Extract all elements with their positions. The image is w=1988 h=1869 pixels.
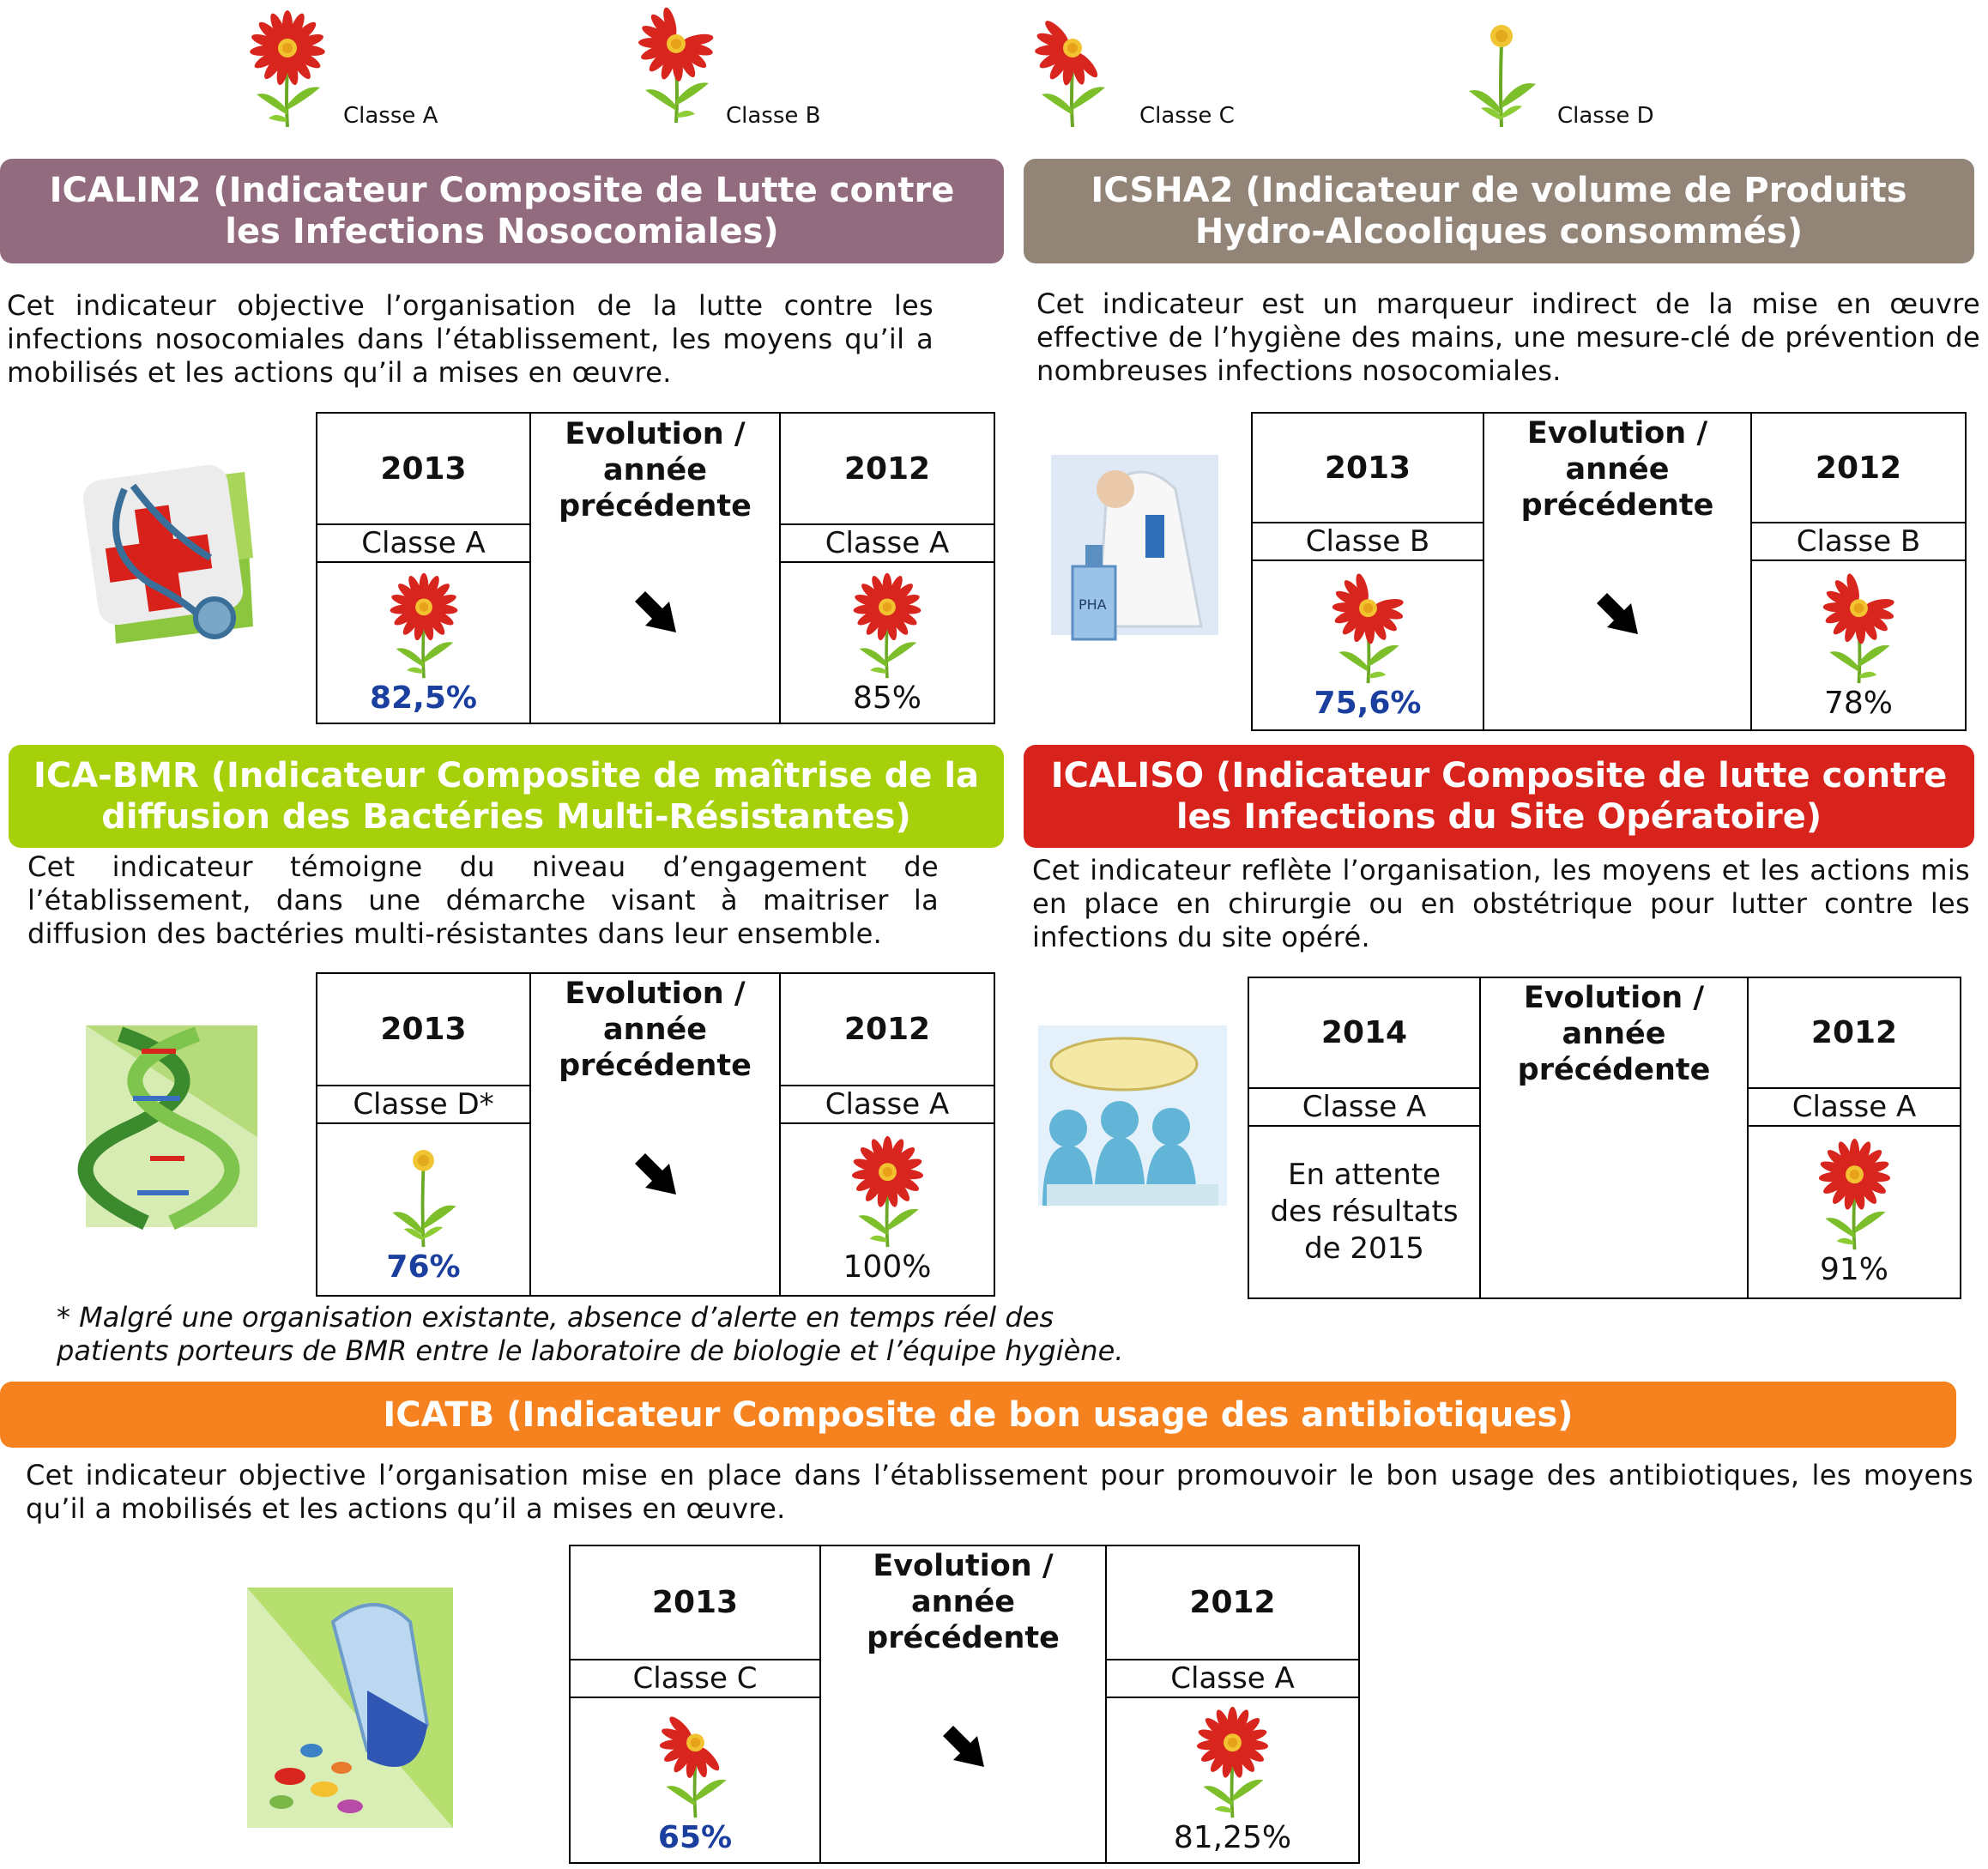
class-current: Classe D* [317, 1086, 530, 1123]
arrow-down-right-icon [1592, 588, 1643, 639]
red-flower-icon [849, 571, 926, 680]
dandelion-flower-icon [383, 1134, 464, 1249]
year-previous-header: 2012 [1815, 450, 1902, 486]
year-current-header: 2013 [1324, 450, 1411, 486]
class-current: Classe A [1248, 1088, 1480, 1126]
year-previous-header: 2012 [1810, 1014, 1898, 1050]
year-previous-header: 2012 [843, 451, 931, 487]
icaliso-table [1248, 977, 1961, 1299]
dna-helix-illustration [69, 1017, 275, 1236]
evolution-header: Evolution / année précédente [559, 417, 752, 523]
stethoscope-cross-illustration [73, 455, 266, 661]
class-previous: Classe A [780, 1086, 994, 1123]
icalin2-table [316, 412, 995, 724]
icabmr-title: ICA-BMR (Indicateur Composite de maîtrise de la diffusion des Bactéries Multi-Résistantes) [9, 745, 1004, 848]
red-flower-icon [245, 9, 330, 129]
value-previous: 85% [852, 680, 921, 716]
legend-item-class-d [1459, 9, 1544, 129]
evolution-header: Evolution / année précédente [1520, 416, 1714, 523]
class-previous: Classe A [1748, 1088, 1961, 1126]
icabmr-table [316, 972, 995, 1297]
arrow-down-right-icon [630, 1148, 681, 1200]
red-flower-icon [1192, 1704, 1273, 1820]
dandelion-flower-icon [1459, 9, 1544, 129]
value-previous: 91% [1819, 1252, 1888, 1288]
red-flower-few-petals-icon [1030, 9, 1115, 129]
legend-label: Classe B [726, 103, 821, 129]
year-current-header: 2013 [651, 1584, 739, 1620]
red-flower-few-petals-icon [655, 1704, 736, 1820]
value-previous: 81,25% [1173, 1820, 1292, 1856]
pha-label: PHA [1079, 596, 1107, 613]
surgery-team-illustration [1030, 1017, 1236, 1223]
year-current-header: 2013 [380, 1011, 467, 1047]
red-flower-partial-icon [1327, 570, 1409, 686]
value-current: 76% [386, 1249, 461, 1285]
icaliso-description: Cet indicateur reflète l’organisation, les moyens et les actions mis en place en chirurgie ou en obstétrique pour lutter contre les infections du site opéré. [1032, 854, 1970, 953]
class-current: Classe B [1252, 523, 1483, 560]
arrow-down-right-icon [630, 586, 681, 638]
red-flower-partial-icon [633, 4, 719, 124]
icsha2-table [1251, 412, 1967, 731]
legend-label: Classe C [1139, 103, 1235, 129]
year-current-header: 2014 [1320, 1014, 1408, 1050]
icaliso-title: ICALISO (Indicateur Composite de lutte contre les Infections du Site Opératoire) [1024, 745, 1974, 848]
evolution-header: Evolution / année précédente [867, 1549, 1060, 1655]
year-current-header: 2013 [380, 451, 467, 487]
icsha2-title: ICSHA2 (Indicateur de volume de Produits Hydro-Alcooliques consommés) [1024, 159, 1974, 263]
class-previous: Classe B [1751, 523, 1966, 560]
legend-item-class-b [633, 4, 719, 124]
red-flower-partial-icon [1818, 570, 1900, 686]
icsha2-description: Cet indicateur est un marqueur indirect de la mise en œuvre effective de l’hygiène des mains, une mesure-clé de prévention de nombreuses infections nosocomiales. [1036, 287, 1980, 387]
legend-label: Classe D [1557, 103, 1654, 129]
arrow-down-right-icon [938, 1721, 989, 1772]
icabmr-footnote: * Malgré une organisation existante, absence d’alerte en temps réel des patients porteurs de BMR entre le laboratoire de biologie et l’équipe hygiène. [57, 1301, 1124, 1367]
year-previous-header: 2012 [843, 1011, 931, 1047]
icatb-table [569, 1545, 1360, 1864]
antibiotic-capsules-illustration [230, 1570, 474, 1845]
icatb-title: ICATB (Indicateur Composite de bon usage des antibiotiques) [0, 1382, 1956, 1448]
value-current: 65% [657, 1820, 733, 1856]
red-flower-icon [847, 1134, 928, 1249]
icalin2-title: ICALIN2 (Indicateur Composite de Lutte contre les Infections Nosocomiales) [0, 159, 1004, 263]
icalin2-description: Cet indicateur objective l’organisation de la lutte contre les infections nosocomiales dans l’établissement, les moyens qu’il a mobilisés et les actions qu’il a mises en œuvre. [7, 289, 934, 389]
value-previous: 100% [843, 1249, 932, 1285]
legend-item-class-c [1030, 9, 1115, 129]
red-flower-icon [1814, 1136, 1895, 1252]
value-current: 75,6% [1314, 686, 1422, 721]
evolution-header: Evolution / année précédente [1517, 981, 1711, 1087]
hand-sanitizer-nurse-illustration [1038, 438, 1231, 648]
red-flower-icon [385, 571, 462, 680]
value-current: 82,5% [370, 680, 477, 716]
legend-item-class-a [245, 9, 330, 129]
value-previous: 78% [1823, 686, 1893, 721]
evolution-header: Evolution / année précédente [559, 977, 752, 1083]
legend-label: Classe A [343, 103, 438, 129]
class-current: Classe C [570, 1660, 820, 1697]
year-previous-header: 2012 [1189, 1584, 1276, 1620]
class-previous: Classe A [780, 524, 994, 562]
class-current: Classe A [317, 524, 530, 562]
class-previous: Classe A [1106, 1660, 1359, 1697]
pending-results-text: En attente des résultats de 2015 [1270, 1157, 1459, 1266]
icabmr-description: Cet indicateur témoigne du niveau d’engagement de l’établissement, dans une démarche visant à maitriser la diffusion des bactéries multi-résistantes dans leur ensemble. [27, 850, 939, 950]
icatb-description: Cet indicateur objective l’organisation mise en place dans l’établissement pour promouvoir le bon usage des antibiotiques, les moyens qu’il a mobilisés et les actions qu’il a mises en œuvre. [26, 1459, 1973, 1525]
